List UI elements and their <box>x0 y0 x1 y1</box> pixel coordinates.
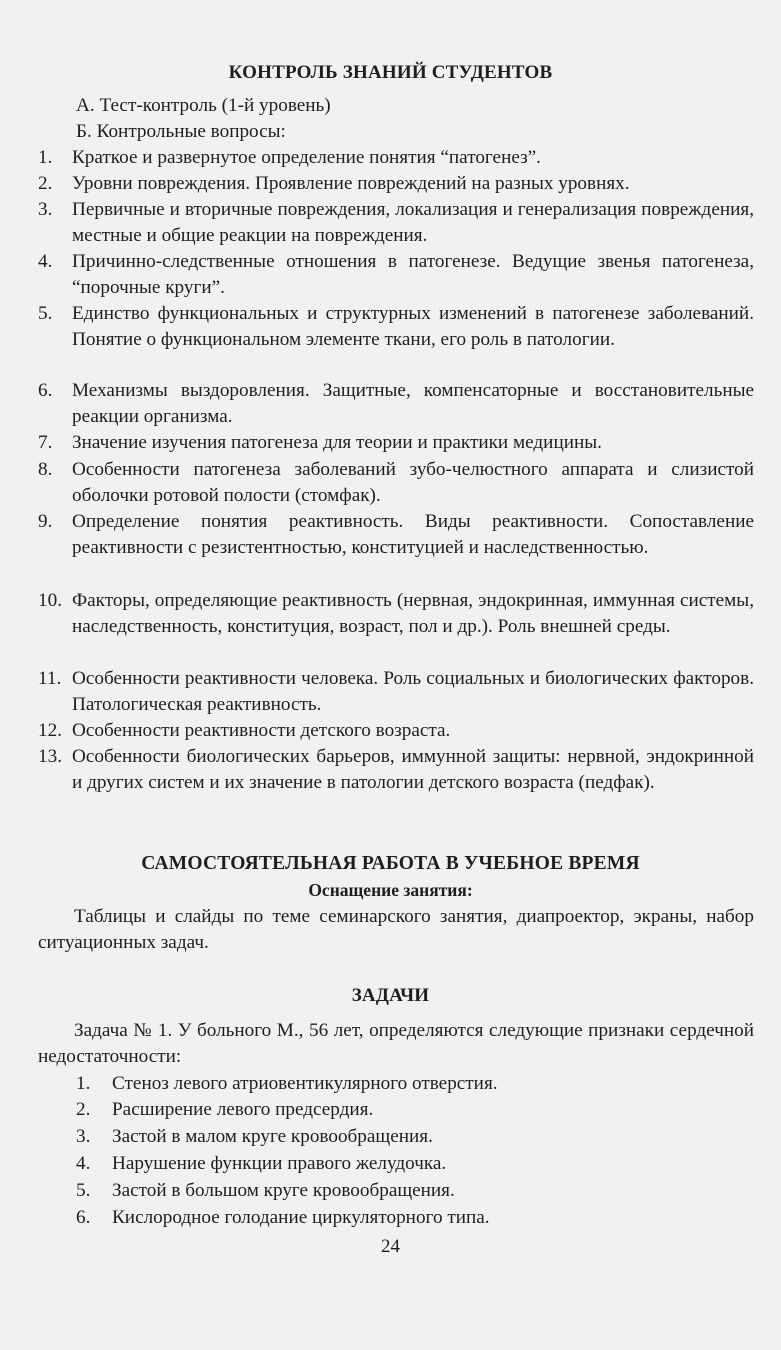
task-item-number: 5. <box>76 1180 91 1201</box>
task-item-text: Кислородное голодание циркуляторного типа. <box>112 1207 490 1228</box>
question-text: Причинно-следственные отношения в патогенезе. Ведущие звенья патогенеза, “порочные круги”. <box>72 251 754 298</box>
question-number: 5. <box>38 303 53 324</box>
section-heading-independent-work: САМОСТОЯТЕЛЬНАЯ РАБОТА В УЧЕБНОЕ ВРЕМЯ <box>141 853 640 874</box>
question-number: 2. <box>38 173 53 194</box>
question-number: 10. <box>38 590 62 611</box>
question-text: Уровни повреждения. Проявление повреждений на разных уровнях. <box>72 173 630 194</box>
task-item-text: Нарушение функции правого желудочка. <box>112 1153 447 1174</box>
section-heading-knowledge-control: КОНТРОЛЬ ЗНАНИЙ СТУДЕНТОВ <box>228 62 553 83</box>
question-text: Определение понятия реактивность. Виды реактивности. Сопоставление реактивности с резистентностью, конституцией и наследственностью. <box>72 511 754 558</box>
task-item-text: Застой в большом круге кровообращения. <box>112 1180 455 1201</box>
question-number: 6. <box>38 380 53 401</box>
question-text: Особенности патогенеза заболеваний зубо-челюстного аппарата и слизистой оболочки ротовой полости (стомфак). <box>72 459 754 506</box>
task-item-number: 2. <box>76 1099 91 1120</box>
question-text: Первичные и вторичные повреждения, локализация и генерализация повреждения, местные и общие реакции на повреждения. <box>72 199 754 246</box>
question-number: 1. <box>38 147 53 168</box>
question-number: 9. <box>38 511 53 532</box>
question-number: 3. <box>38 199 53 220</box>
question-text: Особенности реактивности детского возраста. <box>72 720 451 741</box>
question-text: Факторы, определяющие реактивность (нервная, эндокринная, иммунная системы, наследственность, конституция, возраст, пол и др.). Роль внешней среды. <box>72 590 754 637</box>
question-number: 4. <box>38 251 53 272</box>
question-number: 11. <box>38 668 62 689</box>
task-item-number: 4. <box>76 1153 91 1174</box>
task-item-text: Расширение левого предсердия. <box>112 1099 374 1120</box>
task-item-text: Стеноз левого атриовентикулярного отверстия. <box>112 1073 498 1094</box>
question-number: 12. <box>38 720 62 741</box>
question-text: Единство функциональных и структурных изменений в патогенезе заболеваний. Понятие о функциональном элементе ткани, его роль в патологии. <box>72 303 754 350</box>
page-number: 24 <box>381 1236 400 1257</box>
question-number: 7. <box>38 432 53 453</box>
equipment-subheading: Оснащение занятия: <box>308 880 473 900</box>
question-text: Особенности биологических барьеров, иммунной защиты: нервной, эндокринной и других систем и их значение в патологии детского возраста (педфак). <box>72 746 754 793</box>
control-questions-line: Б. Контрольные вопросы: <box>76 121 286 142</box>
question-number: 13. <box>38 746 62 767</box>
task-item-text: Застой в малом круге кровообращения. <box>112 1126 433 1147</box>
section-heading-tasks: ЗАДАЧИ <box>351 985 430 1006</box>
question-text: Краткое и развернутое определение понятия “патогенез”. <box>72 147 541 168</box>
question-text: Механизмы выздоровления. Защитные, компенсаторные и восстановительные реакции организма. <box>72 380 754 427</box>
task-item-number: 6. <box>76 1207 91 1228</box>
task-intro-paragraph: Задача № 1. У больного М., 56 лет, определяются следующие признаки сердечной недостаточности: <box>38 1020 754 1067</box>
task-item-number: 3. <box>76 1126 91 1147</box>
test-control-line: А. Тест-контроль (1-й уровень) <box>76 95 331 116</box>
question-number: 8. <box>38 459 53 480</box>
question-text: Особенности реактивности человека. Роль социальных и биологических факторов. Патологическая реактивность. <box>72 668 754 715</box>
task-item-number: 1. <box>76 1073 91 1094</box>
equipment-paragraph: Таблицы и слайды по теме семинарского занятия, диапроектор, экраны, набор ситуационных задач. <box>38 906 754 953</box>
question-text: Значение изучения патогенеза для теории и практики медицины. <box>72 432 602 453</box>
